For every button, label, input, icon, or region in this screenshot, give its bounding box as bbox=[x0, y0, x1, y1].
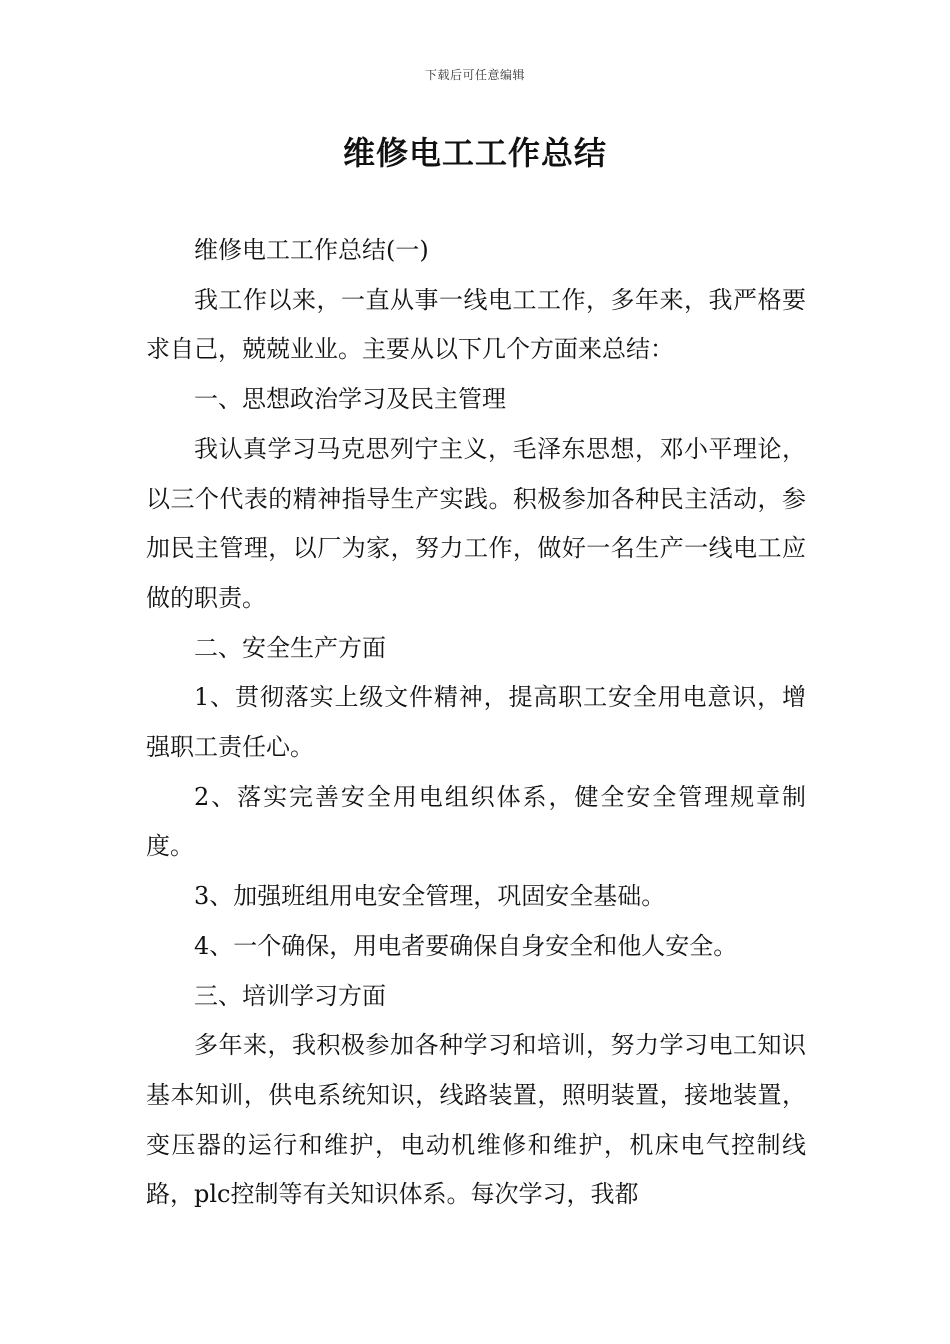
section-heading: 二、安全生产方面 bbox=[194, 633, 386, 662]
document-body bbox=[146, 226, 806, 1220]
document-title: 维修电工工作总结 bbox=[342, 134, 607, 172]
paragraph-subtitle: 维修电工工作总结(一) bbox=[194, 236, 429, 264]
section-heading: 一、思想政治学习及民主管理 bbox=[194, 385, 506, 414]
paragraph: 我认真学习马克思列宁主义，毛泽东思想，邓小平理论，以三个代表的精神指导生产实践。积极参加各种民主活动，参加民主管理，以厂为家，努力工作，做好一名生产一线电工应做的职责。 bbox=[146, 434, 806, 612]
list-item: 4、一个确保，用电者要确保自身安全和他人安全。 bbox=[194, 931, 738, 960]
header-note: 下载后可任意编辑 bbox=[424, 68, 525, 82]
section-heading: 三、培训学习方面 bbox=[194, 981, 386, 1010]
list-item: 2、落实完善安全用电组织体系，健全安全管理规章制度。 bbox=[146, 782, 806, 861]
paragraph: 多年来，我积极参加各种学习和培训，努力学习电工知识基本知训，供电系统知识，线路装置，照明装置，接地装置，变压器的运行和维护，电动机维修和维护，机床电气控制线路，plc控制等有关知识体系。每次学习，我都 bbox=[146, 1031, 806, 1209]
paragraph: 我工作以来，一直从事一线电工工作，多年来，我严格要求自己，兢兢业业。主要从以下几个方面来总结： bbox=[146, 285, 806, 364]
list-item: 1、贯彻落实上级文件精神，提高职工安全用电意识，增强职工责任心。 bbox=[146, 683, 806, 762]
list-item: 3、加强班组用电安全管理，巩固安全基础。 bbox=[194, 882, 666, 911]
